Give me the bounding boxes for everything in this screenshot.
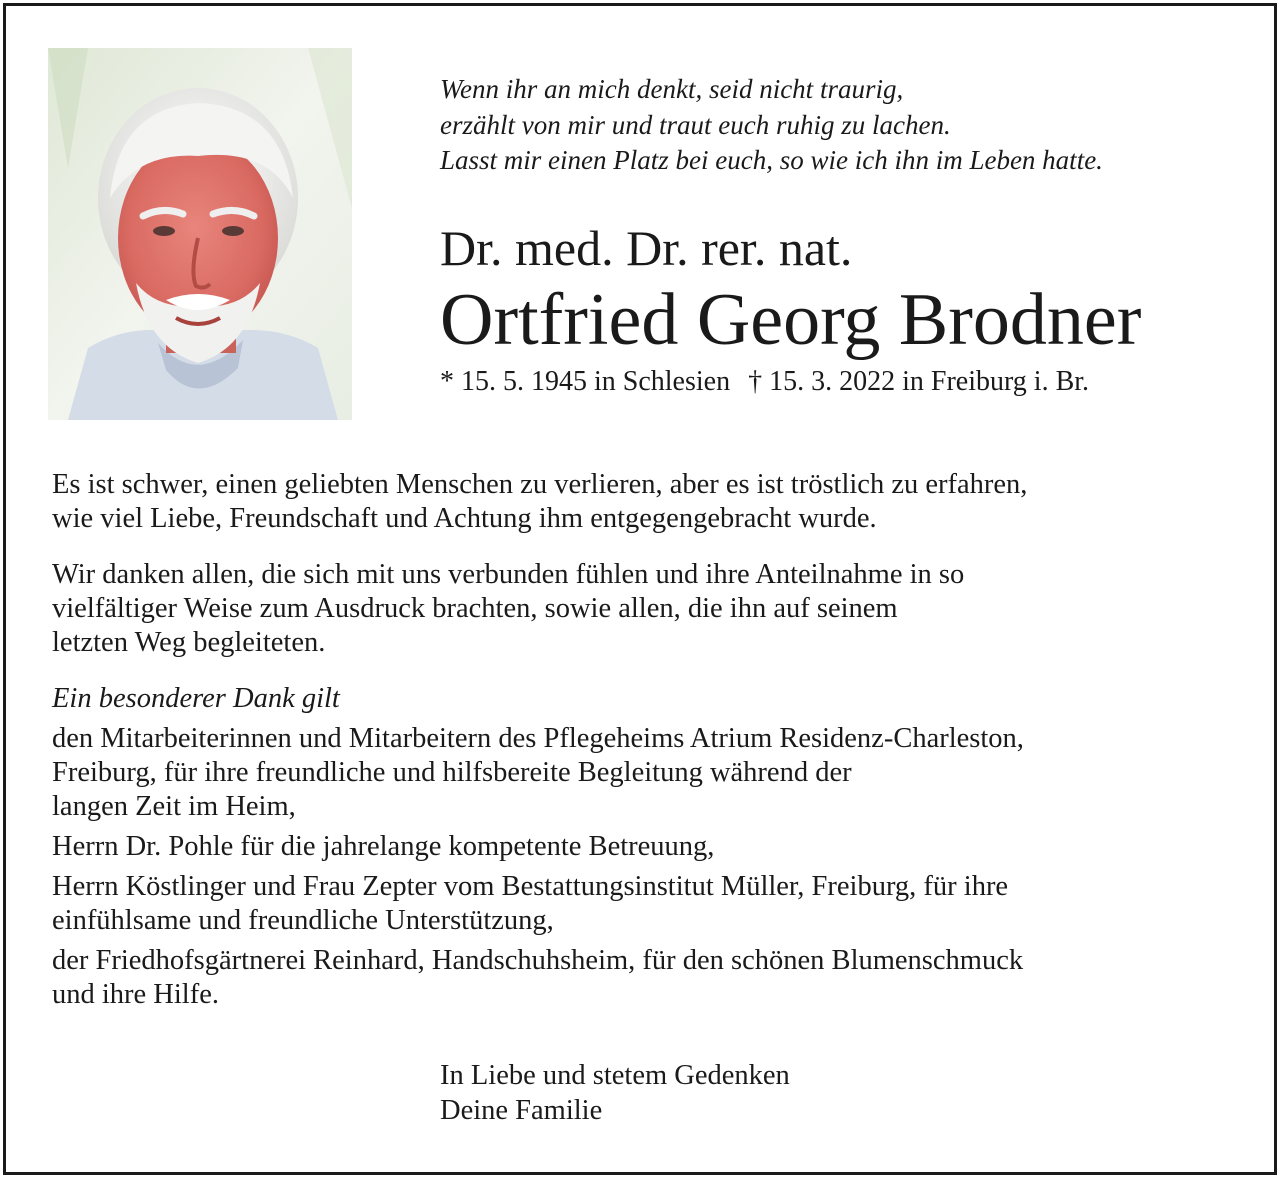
poem-line: Wenn ihr an mich denkt, seid nicht traurig,: [440, 74, 904, 104]
closing-signature: [440, 1058, 790, 1128]
closing-line: In Liebe und stetem Gedenken: [440, 1060, 790, 1091]
thanks-item: [52, 870, 1242, 938]
poem-line: Lasst mir einen Platz bei euch, so wie ich ihn im Leben hatte.: [440, 145, 1103, 175]
text-line: langen Zeit im Heim,: [52, 791, 296, 822]
deceased-name: Ortfried Georg Brodner: [440, 279, 1142, 361]
death-date: † 15. 3. 2022 in Freiburg i. Br.: [748, 366, 1090, 397]
text-line: vielfältiger Weise zum Ausdruck brachten, sowie allen, die ihn auf seinem: [52, 593, 898, 624]
text-line: den Mitarbeiterinnen und Mitarbeitern des Pflegeheims Atrium Residenz-Charleston,: [52, 723, 1024, 754]
obituary-frame: [3, 3, 1277, 1175]
thanks-heading: Ein besonderer Dank gilt: [52, 683, 340, 714]
thanks-item: [52, 722, 1242, 824]
text-line: Es ist schwer, einen geliebten Menschen zu verlieren, aber es ist tröstlich zu erfahren,: [52, 469, 1028, 500]
life-dates: [440, 364, 1089, 400]
text-line: letzten Weg begleiteten.: [52, 627, 326, 658]
portrait-photo: [48, 48, 352, 420]
text-line: Wir danken allen, die sich mit uns verbunden fühlen und ihre Anteilnahme in so: [52, 559, 965, 590]
poem-verse: [440, 72, 1260, 179]
academic-title: Dr. med. Dr. rer. nat.: [440, 220, 853, 276]
text-line: Herrn Dr. Pohle für die jahrelange kompetente Betreuung,: [52, 831, 715, 862]
obituary-body: [52, 468, 1242, 1018]
thanks-item: [52, 830, 1242, 864]
text-line: Freiburg, für ihre freundliche und hilfsbereite Begleitung während der: [52, 757, 852, 788]
thanks-item: [52, 944, 1242, 1012]
gratitude-paragraph: [52, 558, 1242, 660]
portrait-illustration: [48, 48, 352, 420]
birth-date: * 15. 5. 1945 in Schlesien: [440, 366, 731, 397]
intro-paragraph: [52, 468, 1242, 536]
text-line: der Friedhofsgärtnerei Reinhard, Handschuhsheim, für den schönen Blumenschmuck: [52, 945, 1024, 976]
poem-line: erzählt von mir und traut euch ruhig zu lachen.: [440, 109, 951, 140]
text-line: einfühlsame und freundliche Unterstützung,: [52, 905, 554, 936]
text-line: wie viel Liebe, Freundschaft und Achtung ihm entgegengebracht wurde.: [52, 503, 877, 534]
signature: Deine Familie: [440, 1095, 603, 1126]
text-line: und ihre Hilfe.: [52, 979, 219, 1010]
text-line: Herrn Köstlinger und Frau Zepter vom Bestattungsinstitut Müller, Freiburg, für ihre: [52, 871, 1009, 902]
